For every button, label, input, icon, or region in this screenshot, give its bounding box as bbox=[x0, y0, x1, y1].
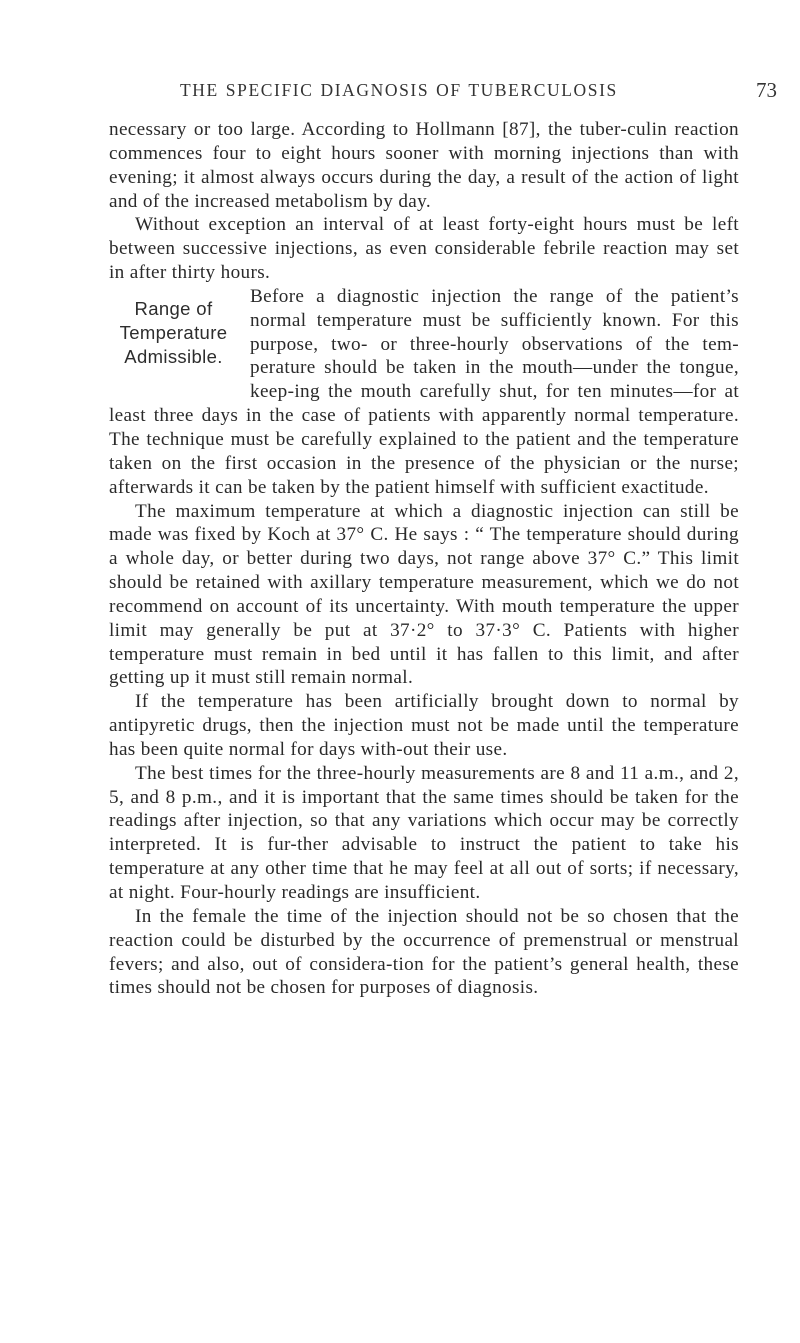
paragraph: The maximum temperature at which a diagnostic injection can still be made was fixed by Koch at 37° C. He says : “ The temperature should during a whole day, or better during two days, not range above 37° C.” This limit should be retained with axillary temperature measurement, which we do not recommend on account of its uncertainty. With mouth temperature the upper limit may generally be put at 37·2° to 37·3° C. Patients with higher temperature must remain in bed until it has fallen to this limit, and after getting up it must still remain normal. bbox=[109, 500, 739, 689]
margin-note-line: Admissible. bbox=[124, 345, 223, 367]
body-text bbox=[109, 118, 739, 1000]
margin-note-line: Temperature bbox=[119, 321, 228, 343]
paragraph: Without exception an interval of at least forty-eight hours must be left between successive injections, as even considerable febrile reaction may set in after thirty hours. bbox=[109, 214, 739, 284]
paragraph: If the temperature has been artificially brought down to normal by antipyretic drugs, then the injection must not be made until the temperature has been quite normal for days with-out their use. bbox=[109, 691, 739, 760]
margin-note-line: Range of bbox=[134, 297, 213, 319]
paragraph: In the female the time of the injection should not be so chosen that the reaction could be disturbed by the occurrence of premenstrual or menstrual fevers; and also, out of considera-tion for the patient’s general health, these times should not be chosen for purposes of diagnosis. bbox=[109, 905, 739, 999]
page-number: 73 bbox=[756, 78, 777, 102]
paragraph: The best times for the three-hourly measurements are 8 and 11 a.m., and 2, 5, and 8 p.m., and it is important that the same times should be taken for the readings after injection, so that any variations which occur may be correctly interpreted. It is fur-ther advisable to instruct the patient to take his temperature at any other time that he may feel at all out of sorts; if necessary, at night. Four-hourly readings are insufficient. bbox=[109, 762, 739, 903]
paragraph: necessary or too large. According to Hollmann [87], the tuber-culin reaction commences four to eight hours sooner with morning injections than with evening; it almost always occurs during the day, a result of the action of light and of the increased metabolism by day. bbox=[109, 119, 739, 212]
running-header: THE SPECIFIC DIAGNOSIS OF TUBERCULOSIS bbox=[180, 80, 618, 100]
paragraph: Before a diagnostic injection the range of the patient’s normal temperature must be sufficiently known. For this purpose, two- or three-hourly observations of the tem-perature should be taken in the mouth—under the tongue, keep-ing the mouth carefully shut, for ten minutes—for at least three days in the case of patients with apparently normal temperature. The technique must be carefully explained to the patient and the temperature taken on the first occasion in the presence of the physician or the nurse; afterwards it can be taken by the patient himself with sufficient exactitude. bbox=[109, 285, 739, 498]
margin-note bbox=[101, 285, 246, 403]
